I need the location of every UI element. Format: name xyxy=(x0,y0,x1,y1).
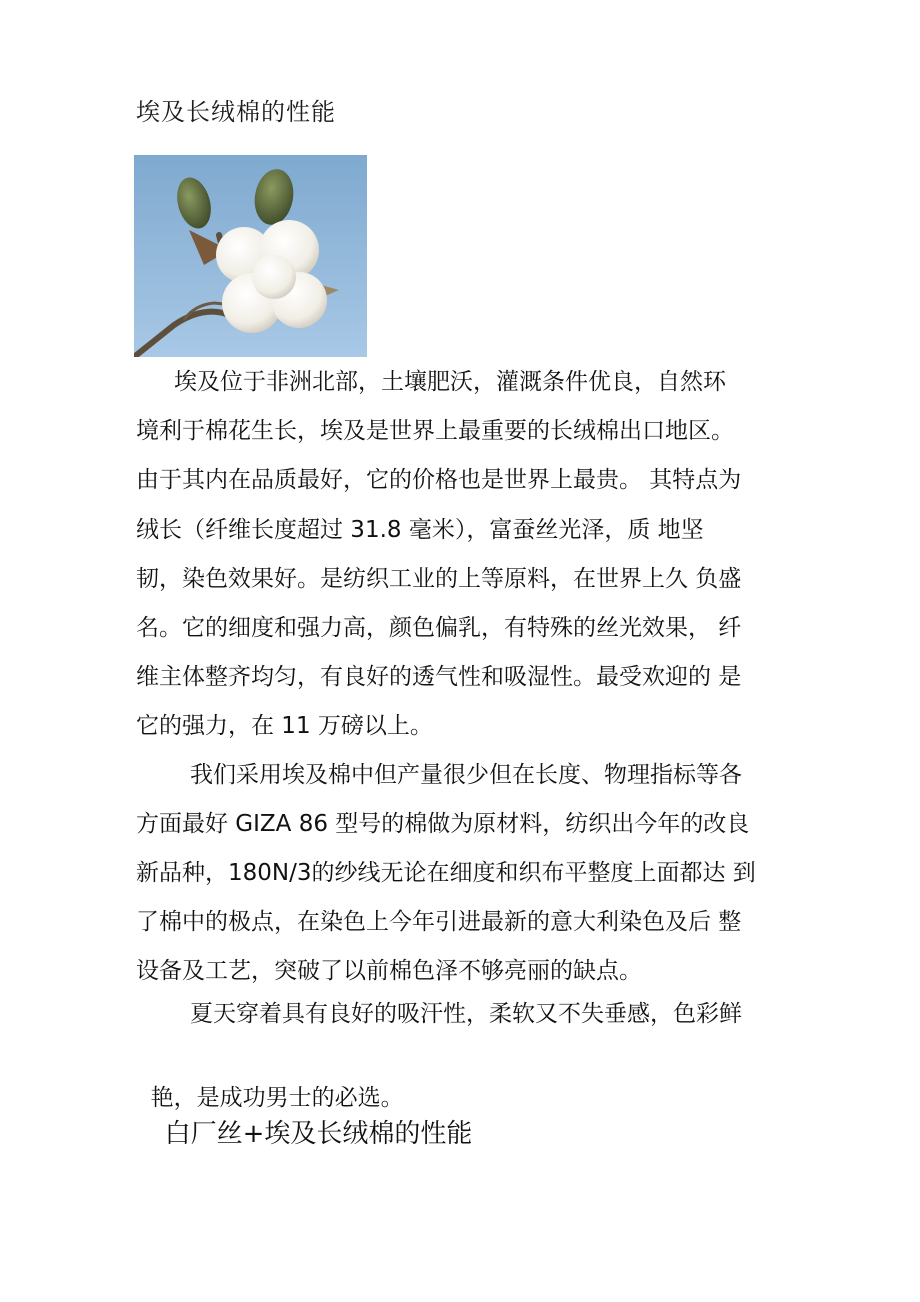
page-title: 埃及长绒棉的性能 xyxy=(136,98,336,126)
paragraph3-line-1: 夏天穿着具有良好的吸汗性，柔软又不失垂感，色彩鲜 xyxy=(190,1001,742,1027)
paragraph1-line-1: 埃及位于非洲北部，土壤肥沃，灌溉条件优良，自然环 xyxy=(174,369,726,395)
cotton-photo xyxy=(134,155,367,357)
paragraph3-line-2-text: 艳，是成功男士的必选。 xyxy=(150,1085,404,1111)
paragraph1-line-8: 它的强力，在 11 万磅以上。 xyxy=(136,713,433,739)
paragraph2-line-1: 我们采用埃及棉中但产量很少但在长度、物理指标等各 xyxy=(190,762,742,788)
paragraph1-line-6: 名。它的细度和强力高，颜色偏乳，有特殊的丝光效果， 纤 xyxy=(136,615,742,641)
paragraph3-tail-heading: 白厂丝+埃及长绒棉的性能 xyxy=(164,1119,473,1149)
paragraph2-line-3: 新品种，180N/3的纱线无论在细度和织布平整度上面都达 到 xyxy=(136,860,756,886)
paragraph1-line-7: 维主体整齐均匀，有良好的透气性和吸湿性。最受欢迎的 是 xyxy=(136,664,742,690)
paragraph2-line-4: 了棉中的极点，在染色上今年引进最新的意大利染色及后 整 xyxy=(136,909,742,935)
paragraph1-line-3: 由于其内在品质最好，它的价格也是世界上最贵。 其特点为 xyxy=(136,467,742,493)
paragraph1-line-4: 绒长（纤维长度超过 31.8 毫米），富蚕丝光泽，质 地坚 xyxy=(136,517,704,543)
paragraph1-line-5: 韧，染色效果好。是纺织工业的上等原料，在世界上久 负盛 xyxy=(136,566,742,592)
paragraph2-line-2: 方面最好 GIZA 86 型号的棉做为原材料，纺织出今年的改良 xyxy=(136,811,750,837)
paragraph3-line-2 xyxy=(136,1044,472,1153)
cotton-boll-5 xyxy=(252,255,296,299)
paragraph2-line-5: 设备及工艺，突破了以前棉色泽不够亮丽的缺点。 xyxy=(136,958,642,984)
paragraph1-line-2: 境利于棉花生长，埃及是世界上最重要的长绒棉出口地区。 xyxy=(136,418,734,444)
